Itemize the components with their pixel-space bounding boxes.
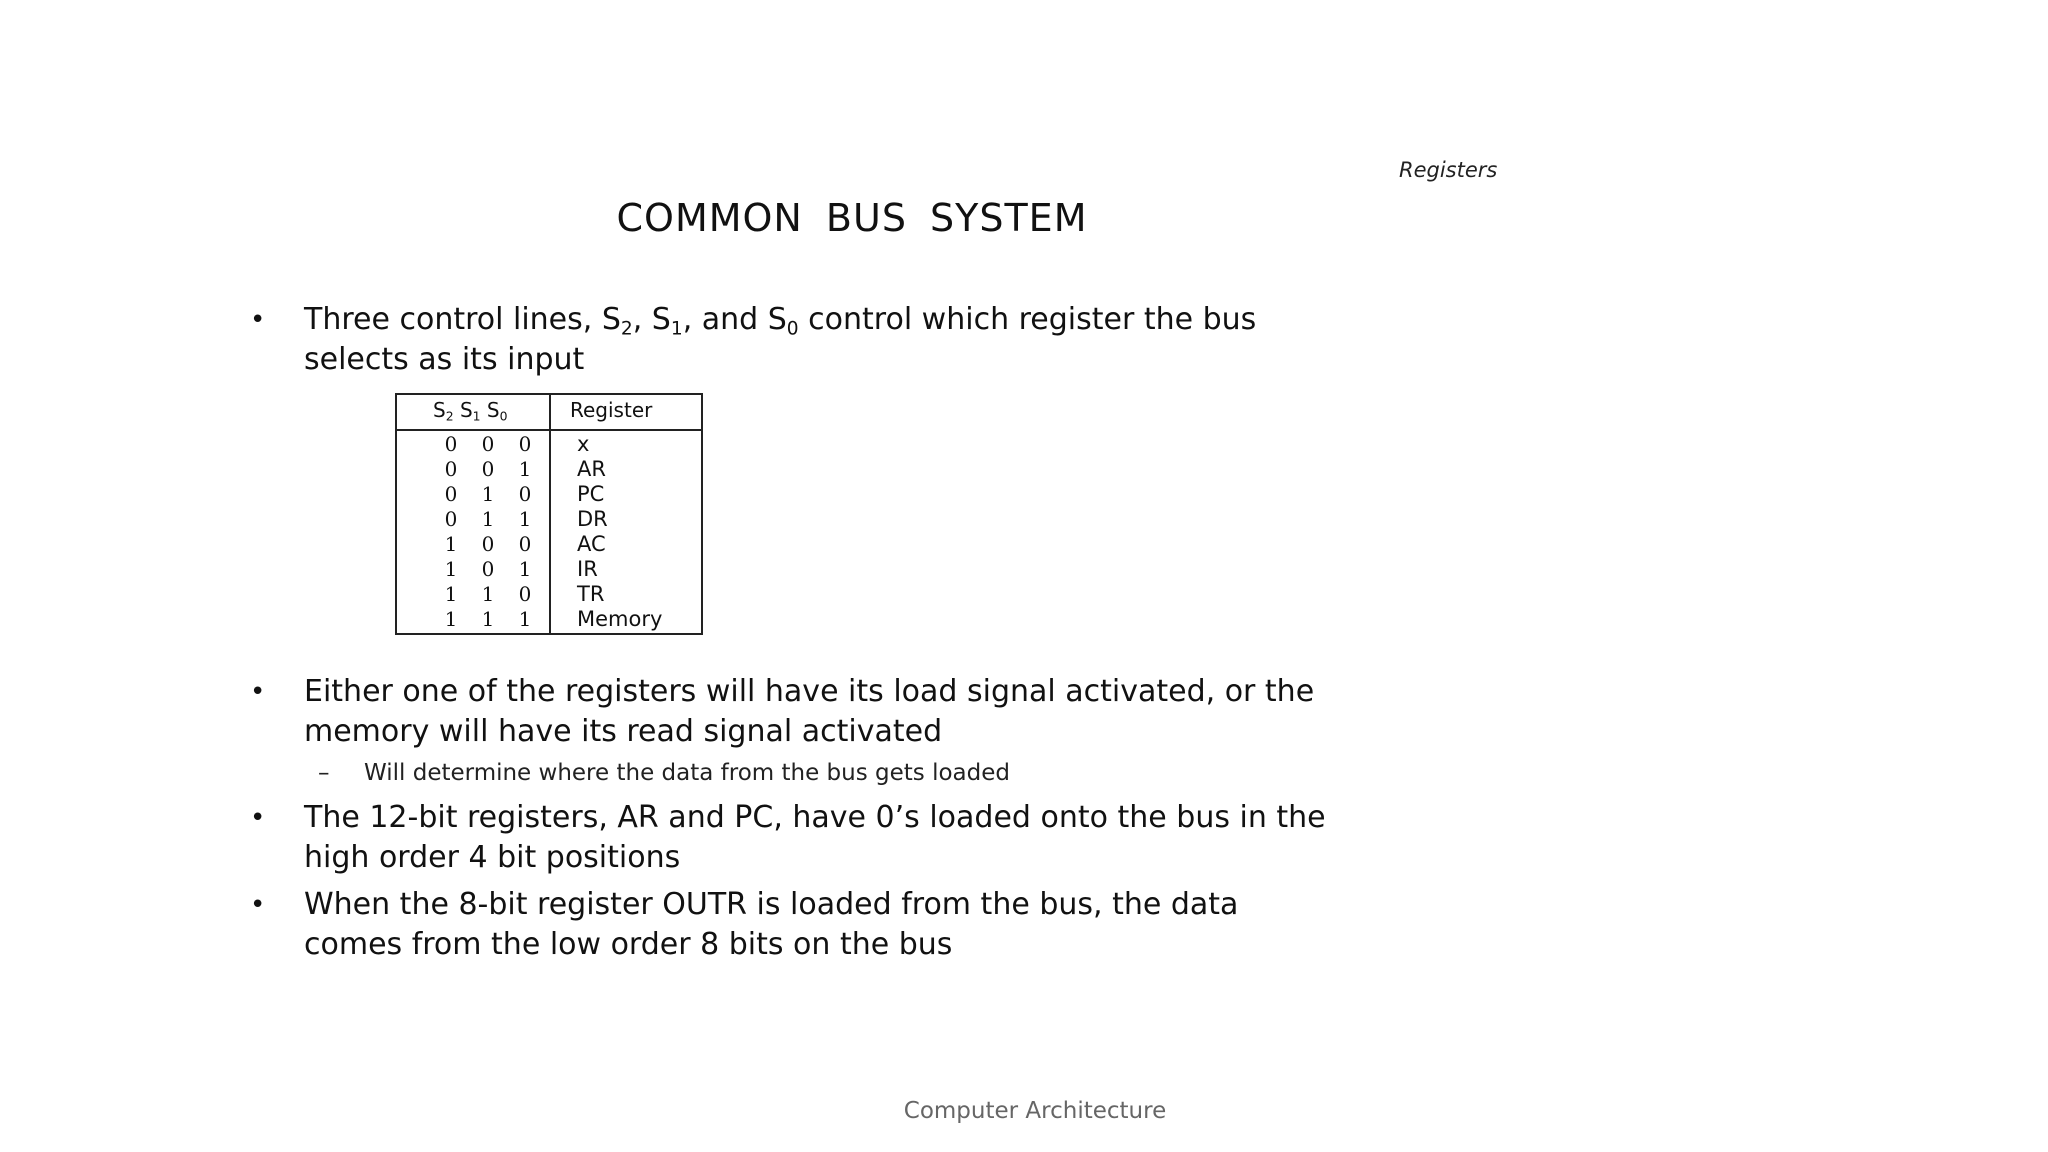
text-run: S <box>480 398 500 422</box>
register-name: AR <box>577 457 606 481</box>
table-row <box>397 457 701 482</box>
bullet-marker: • <box>250 677 266 707</box>
select-bits <box>442 607 534 632</box>
table-header-register: Register <box>570 398 653 422</box>
text-run: , and S <box>682 302 787 337</box>
select-bits <box>442 482 534 507</box>
select-bits <box>442 507 534 532</box>
bit-s0: 0 <box>518 582 532 606</box>
text-run: control which register the bus <box>798 302 1257 337</box>
bit-s0: 1 <box>518 607 532 631</box>
register-select-table <box>395 393 703 635</box>
table-row <box>397 507 701 532</box>
subscript: 0 <box>499 408 508 424</box>
bullet-12bit-registers <box>250 798 1370 878</box>
bit-s0: 1 <box>518 457 532 481</box>
register-name: Memory <box>577 607 663 631</box>
subscript: 1 <box>472 408 481 424</box>
table-row <box>397 557 701 582</box>
bit-s2: 1 <box>444 532 458 556</box>
bullet-line: The 12-bit registers, AR and PC, have 0’s loaded onto the bus in the <box>304 800 1326 835</box>
bullet-line: comes from the low order 8 bits on the bus <box>304 927 953 962</box>
slide-title: COMMON BUS SYSTEM <box>616 196 1088 240</box>
select-bits <box>442 557 534 582</box>
bit-s2: 0 <box>444 482 458 506</box>
subscript: 1 <box>670 318 683 340</box>
bullet-line <box>304 300 1374 340</box>
select-bits <box>442 582 534 607</box>
select-bits <box>442 532 534 557</box>
table-body <box>397 432 701 632</box>
bit-s0: 1 <box>518 557 532 581</box>
bullet-line: high order 4 bit positions <box>304 840 681 875</box>
bit-s2: 1 <box>444 607 458 631</box>
bit-s1: 1 <box>481 507 495 531</box>
bullet-control-lines <box>250 300 1370 380</box>
bit-s0: 0 <box>518 532 532 556</box>
sub-bullet-marker: – <box>318 760 330 786</box>
bit-s1: 1 <box>481 607 495 631</box>
bit-s0: 0 <box>518 432 532 456</box>
bit-s1: 0 <box>481 432 495 456</box>
select-bits <box>442 432 534 457</box>
bit-s2: 1 <box>444 582 458 606</box>
sub-bullet <box>318 760 1010 786</box>
text-run: , S <box>632 302 671 337</box>
register-name: AC <box>577 532 606 556</box>
bit-s2: 0 <box>444 507 458 531</box>
register-name: x <box>577 432 590 456</box>
bullet-line: When the 8-bit register OUTR is loaded from the bus, the data <box>304 887 1239 922</box>
bullet-line: Either one of the registers will have its load signal activated, or the <box>304 674 1315 709</box>
bit-s1: 0 <box>481 557 495 581</box>
bit-s1: 0 <box>481 457 495 481</box>
table-header-divider <box>397 429 701 431</box>
bullet-marker: • <box>250 305 266 335</box>
bullet-text <box>304 672 1374 752</box>
bit-s2: 0 <box>444 432 458 456</box>
bit-s0: 1 <box>518 507 532 531</box>
bullet-line: memory will have its read signal activated <box>304 714 943 749</box>
table-row <box>397 582 701 607</box>
subscript: 0 <box>786 318 799 340</box>
subscript: 2 <box>445 408 454 424</box>
bit-s1: 1 <box>481 482 495 506</box>
table-row <box>397 607 701 632</box>
table-header-selects <box>433 398 508 422</box>
text-run: Three control lines, S <box>304 302 621 337</box>
bullet-line: selects as its input <box>304 342 585 377</box>
bullet-load-signal <box>250 672 1370 752</box>
table-row <box>397 532 701 557</box>
register-name: IR <box>577 557 598 581</box>
section-tag: Registers <box>1399 158 1498 182</box>
bullet-marker: • <box>250 890 266 920</box>
bullet-outr-register <box>250 885 1370 965</box>
bit-s1: 1 <box>481 582 495 606</box>
sub-bullet-text: Will determine where the data from the bus gets loaded <box>364 760 1010 786</box>
bullet-marker: • <box>250 803 266 833</box>
text-run: S <box>433 398 446 422</box>
bit-s0: 0 <box>518 482 532 506</box>
bullet-text <box>304 798 1374 878</box>
bit-s2: 1 <box>444 557 458 581</box>
select-bits <box>442 457 534 482</box>
register-name: DR <box>577 507 608 531</box>
table-row <box>397 482 701 507</box>
subscript: 2 <box>620 318 633 340</box>
bit-s1: 0 <box>481 532 495 556</box>
register-name: PC <box>577 482 605 506</box>
table-row <box>397 432 701 457</box>
bullet-text <box>304 885 1374 965</box>
bit-s2: 0 <box>444 457 458 481</box>
slide-footer: Computer Architecture <box>903 1098 1167 1124</box>
register-name: TR <box>577 582 605 606</box>
bullet-text <box>304 300 1374 380</box>
text-run: S <box>453 398 473 422</box>
